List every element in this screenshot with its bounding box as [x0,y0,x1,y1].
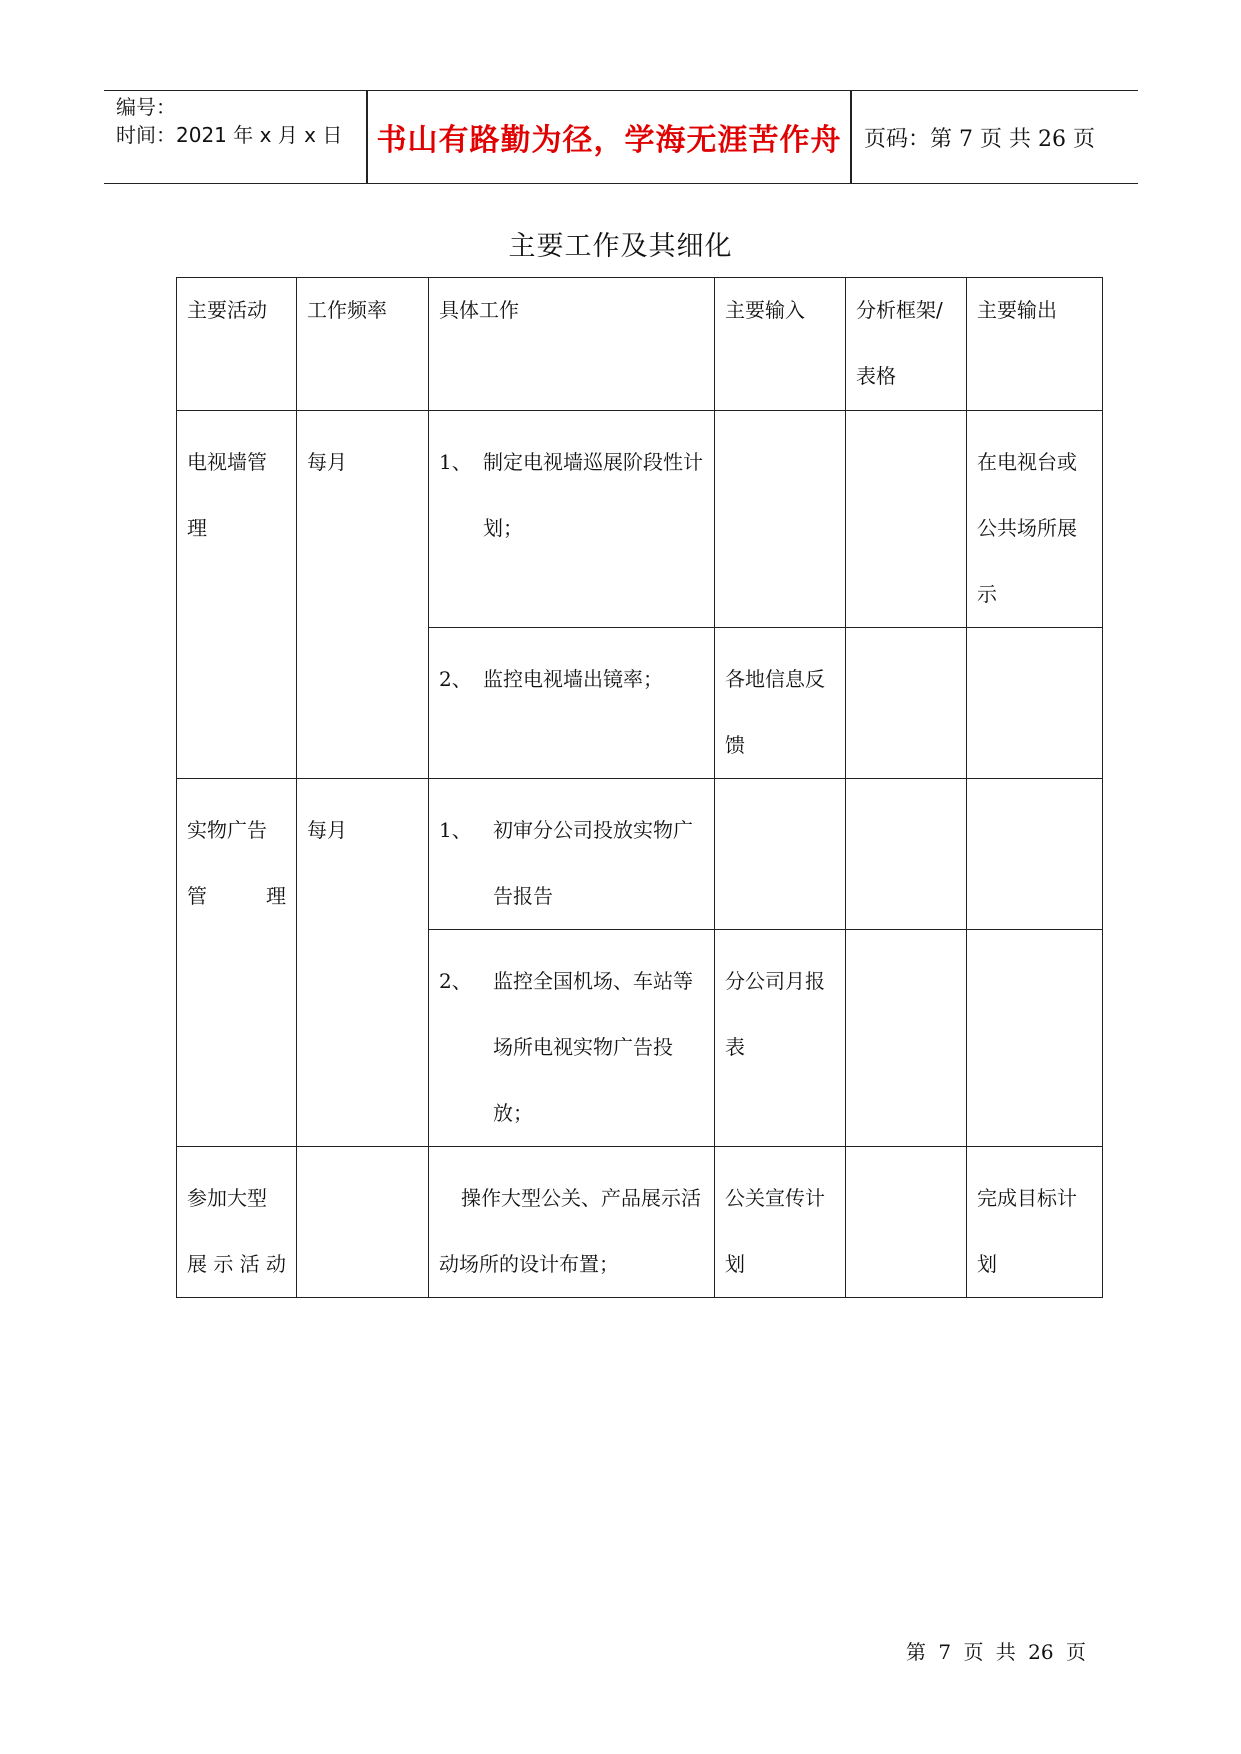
work-breakdown-table [176,277,1103,1298]
frequency-cell [297,1147,429,1298]
input-cell: 各地信息反馈 [715,628,846,779]
header-divider [850,91,852,183]
header-cell-framework [846,278,967,411]
activity-cell: 参加大型展示活动 [177,1147,297,1298]
task-cell [429,411,715,628]
table-header-row [177,278,1103,411]
output-cell: 完成目标计划 [967,1147,1103,1298]
header-cell-work: 具体工作 [429,278,715,411]
output-cell [967,930,1103,1147]
frequency-cell: 每月 [297,779,429,1147]
framework-cell [846,1147,967,1298]
input-cell: 分公司月报表 [715,930,846,1147]
document-time-label: 时间：2021 年 x 月 x 日 [116,123,343,147]
table-row [177,411,1103,628]
framework-cell [846,628,967,779]
header-framework-line2: 表格 [856,364,896,388]
task-text: 监控全国机场、车站等场所电视实物广告投放； [493,969,693,1125]
table-row [177,1147,1103,1298]
output-cell: 在电视台或公共场所展示 [967,411,1103,628]
task-text: 监控电视墙出镜率； [483,667,663,691]
page-footer: 第 7 页 共 26 页 [906,1640,1086,1664]
task-number: 1、 [439,818,472,842]
output-cell [967,628,1103,779]
document-title: 主要工作及其细化 [508,231,733,262]
framework-cell [846,411,967,628]
activity-cell: 实物广告管理 [177,779,297,1147]
task-text: 制定电视墙巡展阶段性计划； [483,450,703,540]
output-cell [967,779,1103,930]
input-cell [715,411,846,628]
header-framework-line1: 分析框架/ [856,298,943,322]
task-number: 2、 [439,667,472,691]
task-cell [429,628,715,779]
page-header [104,90,1138,184]
input-cell [715,779,846,930]
framework-cell [846,779,967,930]
task-cell [429,779,715,930]
document-number-label: 编号： [116,95,176,119]
frequency-cell: 每月 [297,411,429,779]
task-number: 2、 [439,969,472,993]
task-text: 初审分公司投放实物广告报告 [493,818,693,908]
activity-cell: 电视墙管理 [177,411,297,779]
header-cell-input: 主要输入 [715,278,846,411]
header-cell-output: 主要输出 [967,278,1103,411]
task-number: 1、 [439,450,472,474]
header-page-number: 页码：第 7 页 共 26 页 [864,126,1095,152]
header-motto: 书山有路勤为径，学海无涯苦作舟 [376,123,842,158]
table-row [177,779,1103,930]
framework-cell [846,930,967,1147]
task-cell: 操作大型公关、产品展示活动场所的设计布置； [429,1147,715,1298]
task-cell [429,930,715,1147]
header-cell-frequency: 工作频率 [297,278,429,411]
header-meta [116,93,366,149]
header-cell-activity: 主要活动 [177,278,297,411]
input-cell: 公关宣传计划 [715,1147,846,1298]
